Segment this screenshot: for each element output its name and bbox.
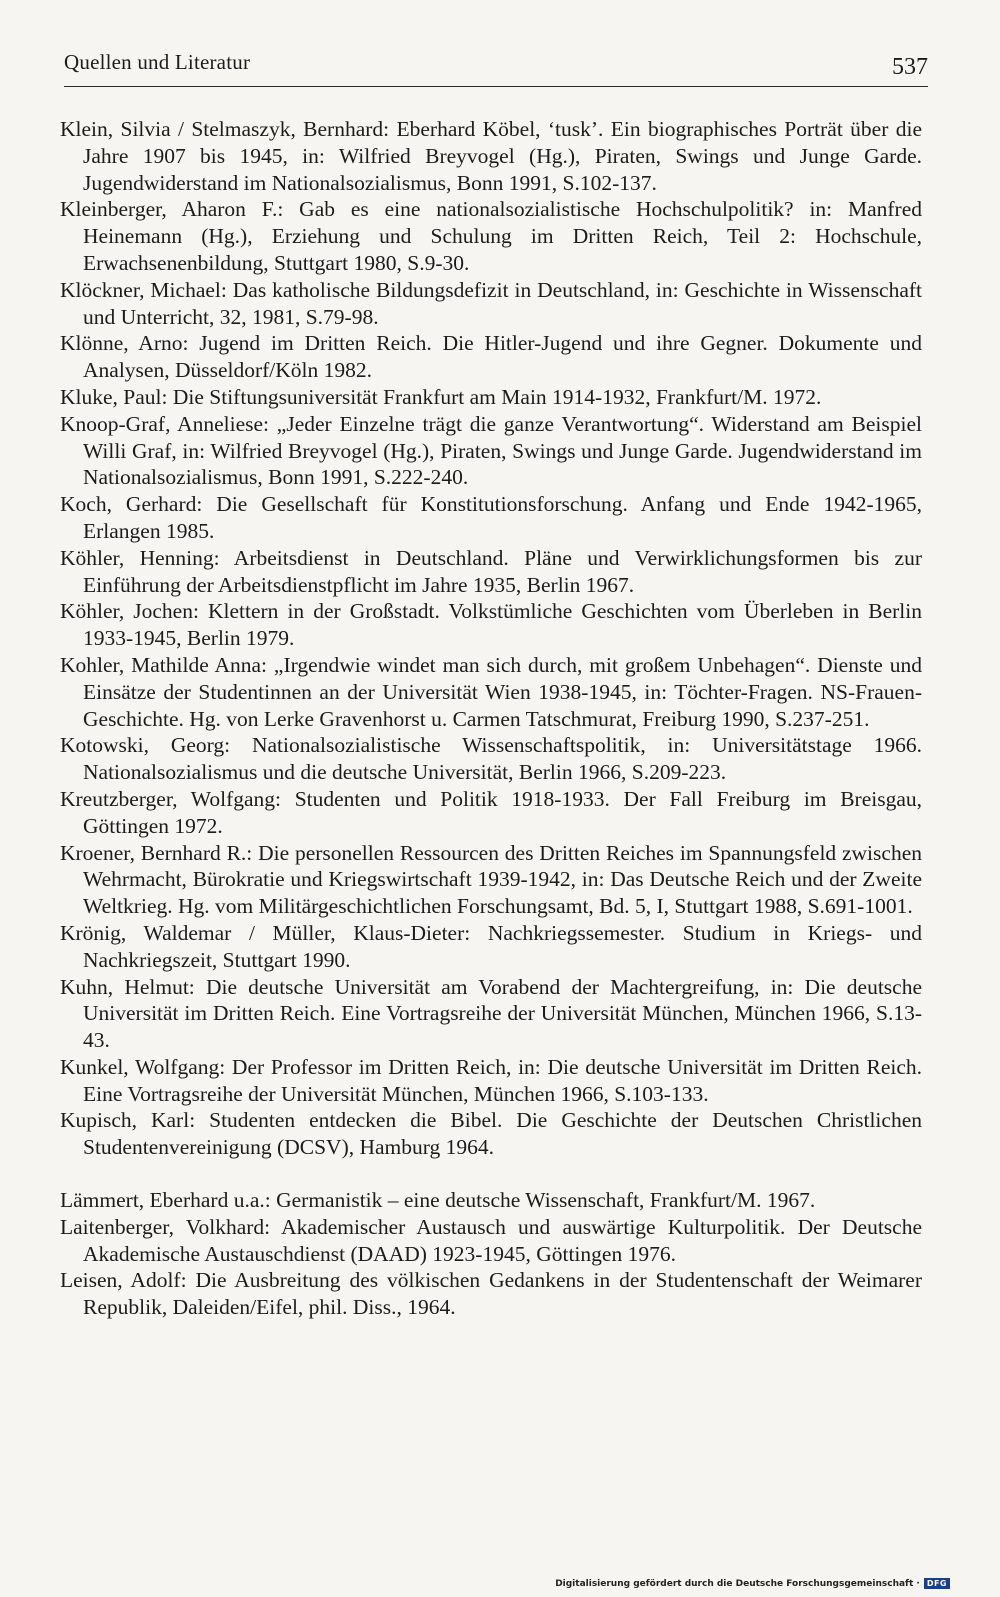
bibliography-entry: Kupisch, Karl: Studenten entdecken die Bibel. Die Geschichte der Deutschen Christlichen Studentenvereinigung (DCSV), Hamburg 1964. xyxy=(60,1108,922,1160)
bibliography-entry: Laitenberger, Volkhard: Akademischer Austausch und auswärtige Kulturpolitik. Der Deutsche Akademische Austauschdienst (DAAD) 1923-1945, Göttingen 1976. xyxy=(60,1214,922,1266)
dfg-logo: DFG xyxy=(924,1578,950,1589)
bibliography-group-l xyxy=(60,1187,922,1321)
bibliography-entry: Kreutzberger, Wolfgang: Studenten und Politik 1918-1933. Der Fall Freiburg im Breisgau, Göttingen 1972. xyxy=(60,786,922,838)
bibliography-list xyxy=(60,116,922,1321)
bibliography-entry: Klein, Silvia / Stelmaszyk, Bernhard: Eberhard Köbel, ‘tusk’. Ein biographisches Porträt über die Jahre 1907 bis 1945, in: Wilfried Breyvogel (Hg.), Piraten, Swings und Junge Garde. Jugendwiderstand im Nationalsozialismus, Bonn 1991, S.102-137. xyxy=(60,117,922,195)
bibliography-entry: Kohler, Mathilde Anna: „Irgendwie windet man sich durch, mit großem Unbehagen“. Dienste und Einsätze der Studentinnen an der Universität Wien 1938-1945, in: Töchter-Fragen. NS-Frauen-Geschichte. Hg. von Lerke Gravenhorst u. Carmen Tatschmurat, Freiburg 1990, S.237-251. xyxy=(60,652,922,731)
bibliography-entry: Lämmert, Eberhard u.a.: Germanistik – eine deutsche Wissenschaft, Frankfurt/M. 1967. xyxy=(60,1188,816,1213)
bibliography-entry: Leisen, Adolf: Die Ausbreitung des völkischen Gedankens in der Studentenschaft der Weimarer Republik, Daleiden/Eifel, phil. Diss., 1964. xyxy=(60,1268,922,1320)
bibliography-entry: Kunkel, Wolfgang: Der Professor im Dritten Reich, in: Die deutsche Universität im Dritten Reich. Eine Vortragsreihe der Universität München, München 1966, S.103-133. xyxy=(60,1054,922,1106)
page-number: 537 xyxy=(892,54,928,80)
bibliography-group-k xyxy=(60,116,922,1161)
credit-text: Digitalisierung gefördert durch die Deutsche Forschungsgemeinschaft · xyxy=(555,1578,920,1589)
bibliography-entry: Köhler, Jochen: Klettern in der Großstadt. Volkstümliche Geschichten vom Überleben in Berlin 1933-1945, Berlin 1979. xyxy=(60,599,922,651)
bibliography-entry: Knoop-Graf, Anneliese: „Jeder Einzelne trägt die ganze Verantwortung“. Widerstand am Beispiel Willi Graf, in: Wilfried Breyvogel (Hg.), Piraten, Swings und Junge Garde. Jugendwiderstand im Nationalsozialismus, Bonn 1991, S.222-240. xyxy=(60,411,922,490)
bibliography-entry: Kotowski, Georg: Nationalsozialistische Wissenschaftspolitik, in: Universitätstage 1966. Nationalsozialismus und die deutsche Universität, Berlin 1966, S.209-223. xyxy=(60,733,922,785)
bibliography-entry: Klönne, Arno: Jugend im Dritten Reich. Die Hitler-Jugend und ihre Gegner. Dokumente und Analysen, Düsseldorf/Köln 1982. xyxy=(60,331,922,383)
bibliography-entry: Köhler, Henning: Arbeitsdienst in Deutschland. Pläne und Verwirklichungsformen bis zur Einführung der Arbeitsdienstpflicht im Jahre 1935, Berlin 1967. xyxy=(60,545,922,597)
bibliography-entry: Klöckner, Michael: Das katholische Bildungsdefizit in Deutschland, in: Geschichte in Wissenschaft und Unterricht, 32, 1981, S.79-98. xyxy=(60,277,922,329)
digitization-credit xyxy=(555,1578,950,1589)
bibliography-entry: Krönig, Waldemar / Müller, Klaus-Dieter: Nachkriegssemester. Studium in Kriegs- und Nachkriegszeit, Stuttgart 1990. xyxy=(60,920,922,972)
bibliography-entry: Kleinberger, Aharon F.: Gab es eine nationalsozialistische Hochschulpolitik? in: Manfred Heinemann (Hg.), Erziehung und Schulung im Dritten Reich, Teil 2: Hochschule, Erwachsenenbildung, Stuttgart 1980, S.9-30. xyxy=(60,197,922,275)
bibliography-entry: Kroener, Bernhard R.: Die personellen Ressourcen des Dritten Reiches im Spannungsfeld zwischen Wehrmacht, Bürokratie und Kriegswirtschaft 1939-1942, in: Das Deutsche Reich und der Zweite Weltkrieg. Hg. vom Militärgeschichtlichen Forschungsamt, Bd. 5, I, Stuttgart 1988, S.691-1001. xyxy=(60,840,922,919)
page-header xyxy=(64,46,928,87)
bibliography-entry: Kluke, Paul: Die Stiftungsuniversität Frankfurt am Main 1914-1932, Frankfurt/M. 1972. xyxy=(60,384,822,409)
running-title: Quellen und Literatur xyxy=(64,50,251,74)
bibliography-entry: Kuhn, Helmut: Die deutsche Universität am Vorabend der Machtergreifung, in: Die deutsche Universität im Dritten Reich. Eine Vortragsreihe der Universität München, München 1966, S.13-43. xyxy=(60,974,922,1053)
bibliography-entry: Koch, Gerhard: Die Gesellschaft für Konstitutionsforschung. Anfang und Ende 1942-1965, Erlangen 1985. xyxy=(60,492,922,543)
